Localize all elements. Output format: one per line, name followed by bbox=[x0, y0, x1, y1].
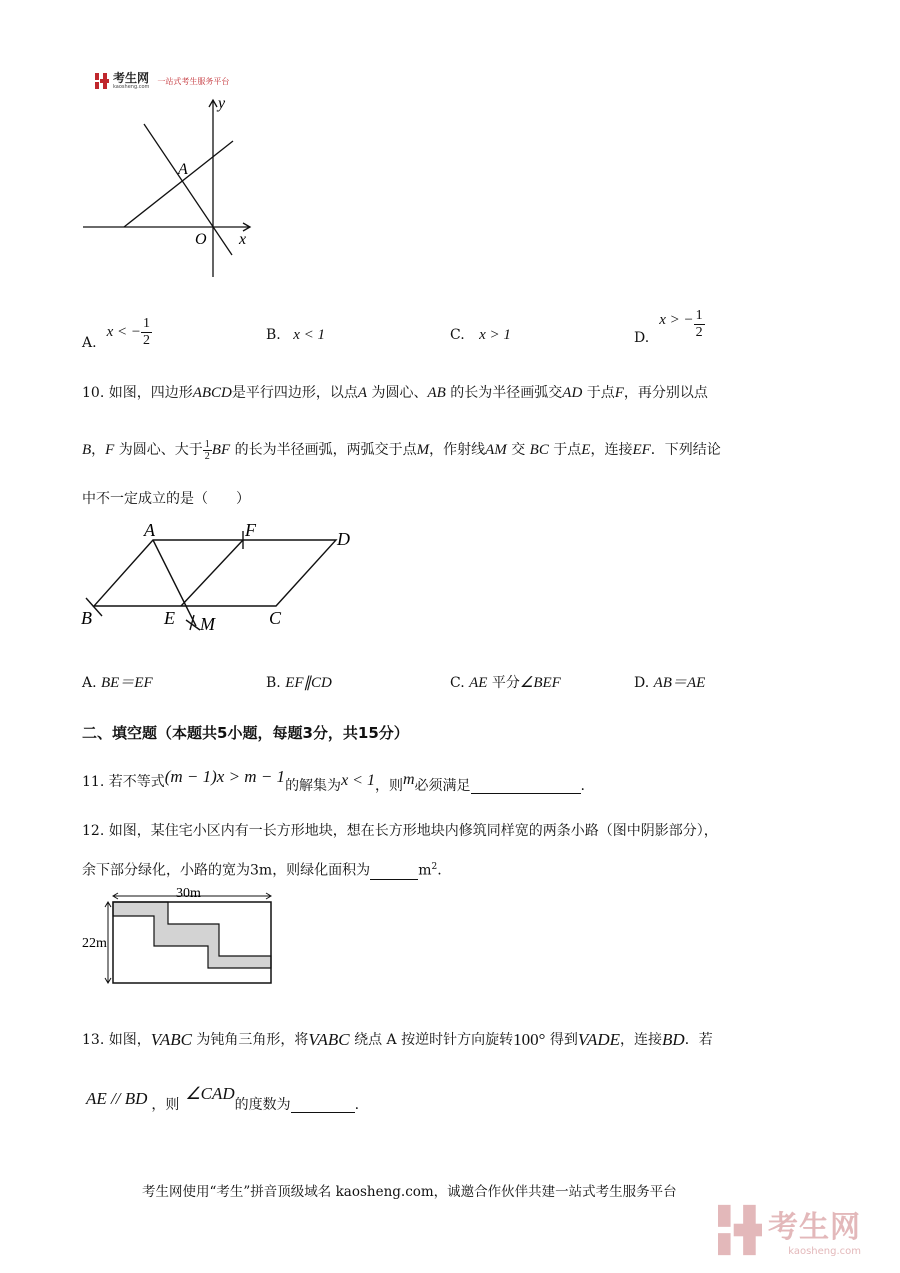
q9-option-d[interactable] bbox=[634, 304, 705, 344]
path-shaded bbox=[113, 902, 271, 968]
line-rising bbox=[124, 141, 233, 227]
option-label: C. bbox=[450, 327, 465, 343]
q10-fraction: $\frac{1}{2}$ bbox=[204, 438, 210, 462]
q10-line-1: 10. 如图，四边形ABCD是平行四边形，以点A 为圆心、AB 的长为半径画弧交AD 于点F，再分别以点 bbox=[82, 385, 708, 401]
y-axis-label: y bbox=[218, 95, 226, 112]
q9-figure bbox=[80, 92, 260, 282]
label-b: B bbox=[81, 608, 92, 628]
origin-label: O bbox=[195, 231, 207, 248]
segment-ef bbox=[181, 540, 243, 606]
option-label: B. bbox=[266, 327, 281, 343]
label-m: M bbox=[200, 614, 215, 634]
label-e: E bbox=[164, 608, 175, 628]
option-expr: x < − bbox=[106, 324, 141, 340]
header-logo bbox=[95, 72, 229, 90]
watermark-text bbox=[768, 1202, 861, 1257]
q10-line-2: B ， F 为圆心、大于 $\frac{1}{2}$ BF 的长为半径画弧，两弧交于点 M ，作射线 AM 交 BC 于点 E ，连接 EF ．下列结论 bbox=[82, 438, 721, 462]
option-fraction: $\frac{1}{2}$ bbox=[695, 307, 703, 340]
option-expr: x < 1 bbox=[293, 327, 325, 343]
label-d: D bbox=[337, 529, 350, 549]
q10-option-a[interactable]: A. BE＝EF bbox=[82, 675, 153, 691]
q10-option-c[interactable]: C. AE 平分∠BEF bbox=[450, 675, 561, 691]
logo-name: 考生网 bbox=[113, 71, 150, 85]
label-a: A bbox=[144, 520, 155, 540]
q12-figure bbox=[80, 884, 280, 988]
watermark-mark-icon bbox=[718, 1204, 762, 1256]
q13-answer-blank[interactable] bbox=[291, 1098, 355, 1113]
q12-line-2: 余下部分绿化，小路的宽为3m，则绿化面积为 $m^2$. bbox=[82, 862, 442, 879]
logo-text bbox=[113, 72, 149, 90]
page-footer: 考生网使用“考生”拼音顶级域名 kaosheng.com，诚邀合作伙伴共建一站式考生服务平台 bbox=[142, 1184, 677, 1200]
point-a-label: A bbox=[178, 161, 188, 178]
option-label: A. bbox=[82, 335, 97, 351]
option-expr: x > 1 bbox=[479, 327, 511, 343]
label-c: C bbox=[269, 608, 282, 628]
section-2-title: 二、填空题（本题共5小题，每题3分，共15分） bbox=[82, 724, 409, 742]
q13-line-1: 13. 如图， VABC 为钝角三角形，将 VABC 绕点 A 按逆时针方向旋转 100° 得到 VADE ，连接 BD ．若 bbox=[82, 1030, 713, 1049]
q11-answer-blank[interactable] bbox=[471, 779, 581, 794]
q10-option-d[interactable]: D. AB＝AE bbox=[634, 675, 706, 691]
height-label: 22m bbox=[82, 936, 107, 951]
q9-option-b[interactable] bbox=[266, 326, 325, 344]
option-fraction: $\frac{1}{2}$ bbox=[142, 315, 150, 348]
logo-mark-icon bbox=[95, 73, 109, 89]
parallelogram-abcd bbox=[94, 540, 336, 606]
width-label: 30m bbox=[176, 886, 201, 901]
q9-option-c[interactable] bbox=[450, 326, 511, 344]
logo-slogan: 一站式考生服务平台 bbox=[157, 76, 230, 86]
q10-figure bbox=[78, 518, 368, 638]
q10-line-3: 中不一定成立的是（ ） bbox=[82, 491, 250, 507]
label-f: F bbox=[245, 520, 256, 540]
q12-answer-blank[interactable] bbox=[370, 865, 418, 880]
q13-line-2: AE // BD ，则 ∠CAD 的度数为 . bbox=[86, 1084, 360, 1113]
watermark bbox=[718, 1202, 861, 1257]
q12-line-1: 12. 如图，某住宅小区内有一长方形地块，想在长方形地块内修筑同样宽的两条小路（图中阴影部分）， bbox=[82, 823, 718, 839]
watermark-name: 考生网 bbox=[768, 1210, 861, 1245]
q10-option-b[interactable]: B. EF∥CD bbox=[266, 675, 332, 691]
logo-url: kaosheng.com bbox=[113, 84, 150, 90]
line-falling bbox=[144, 124, 232, 255]
x-axis-label: x bbox=[239, 231, 247, 248]
option-expr: x > − bbox=[659, 312, 694, 328]
q9-option-a[interactable] bbox=[82, 312, 152, 352]
watermark-url: kaosheng.com bbox=[788, 1246, 861, 1257]
option-label: D. bbox=[634, 330, 650, 346]
q11: 11. 若不等式 (m − 1)x > m − 1 的解集为 x < 1 ，则 m 必须满足 . bbox=[82, 767, 585, 794]
